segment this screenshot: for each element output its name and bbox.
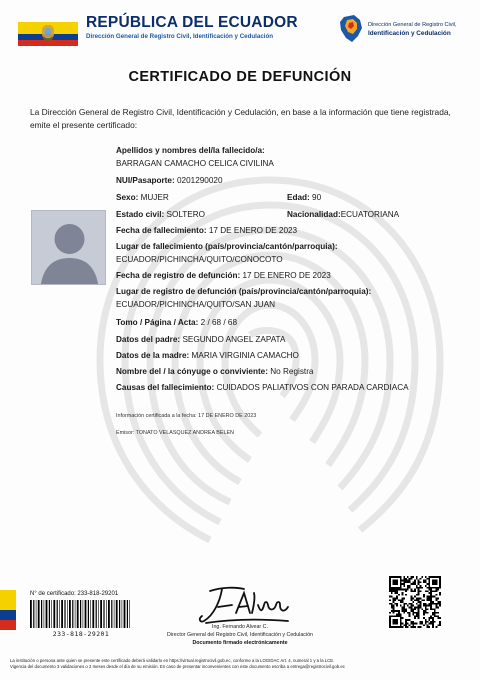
nationality-row: Nacionalidad:ECUATORIANA (287, 210, 400, 219)
signatory-name: Ing. Fernando Alvear C. (212, 624, 268, 630)
intro-paragraph: La Dirección General de Registro Civil, Identificación y Cedulación, en base a la información que tiene registrada, emite el presente certificado: (30, 107, 451, 130)
age-row: Edad: 90 (287, 193, 322, 202)
register-place-label: Lugar de registro de defunción (país/provincia/cantón/parroquia): (116, 287, 372, 296)
sex-row: Sexo: MUJER (116, 193, 169, 202)
spouse-row: Nombre del / la cónyuge o conviviente: No Registra (116, 367, 314, 376)
signature-icon (192, 583, 292, 627)
header (14, 8, 466, 48)
legal-line-2: Vigencia del documento 3 validaciones o 2 meses desde el día de su emisión. En caso de presentar inconvenientes con este documento escriba a entrega@registrocivil.gob.ec (10, 664, 345, 670)
legal-line-1: La institución o persona ante quien se presente este certificado deberá validarlo en https://virtual.registrocivil.gob.ec, conforme a la LOGIDAC Art. 4, numeral 1 y a la LCE. (10, 658, 335, 663)
logo-text-line1: Dirección General de Registro Civil, (368, 22, 457, 28)
name-label: Apellidos y nombres del/la fallecido/a: (116, 146, 265, 155)
signatory-title: Director General del Registro Civil, Identificación y Cedulación (166, 632, 314, 638)
register-place-value: ECUADOR/PICHINCHA/QUITO/SAN JUAN (116, 300, 276, 309)
mother-row: Datos de la madre: MARIA VIRGINIA CAMACHO (116, 351, 299, 360)
certificate-number: N° de certificado: 233-818-29201 (30, 591, 119, 597)
barcode-text: 233-818-29201 (52, 630, 110, 638)
name-value: BARRAGAN CAMACHO CELICA CIVILINA (116, 159, 274, 168)
qr-code[interactable] (389, 576, 441, 628)
ecuador-map-icon (338, 14, 364, 44)
register-date-row: Fecha de registro de defunción: 17 DE ENERO DE 2023 (116, 271, 331, 280)
nui-row: NUI/Pasaporte: 0201290020 (116, 176, 223, 185)
death-date-row: Fecha de fallecimiento: 17 DE ENERO DE 2023 (116, 226, 298, 235)
document-title: CERTIFICADO DE DEFUNCIÓN (128, 69, 352, 85)
logo-text-line2: Identificación y Cedulación (368, 30, 451, 37)
legal-notice (10, 658, 472, 670)
ecuador-flag-icon (18, 22, 78, 46)
deceased-photo-placeholder (31, 210, 106, 285)
electronic-signature-note: Documento firmado electrónicamente (192, 640, 288, 646)
person-silhouette-icon (32, 211, 106, 285)
civil-status-row: Estado civil: SOLTERO (116, 210, 206, 219)
death-place-value: ECUADOR/PICHINCHA/QUITO/CONOCOTO (116, 255, 283, 264)
registro-civil-logo (338, 12, 466, 48)
certified-date: Información certificada a la fecha: 17 DE ENERO DE 2023 (116, 413, 257, 419)
cause-row: Causas del fallecimiento: CUIDADOS PALIATIVOS CON PARADA CARDIACA (116, 383, 409, 392)
death-place-label: Lugar de fallecimiento (país/provincia/cantón/parroquia): (116, 242, 338, 251)
republic-subtitle: Dirección General de Registro Civil, Identificación y Cedulación (86, 33, 274, 40)
father-row: Datos del padre: SEGUNDO ANGEL ZAPATA (116, 335, 286, 344)
republic-title: REPÚBLICA DEL ECUADOR (86, 14, 298, 31)
tomo-row: Tomo / Página / Acta: 2 / 68 / 68 (116, 318, 238, 327)
emisor: Emisor: TONATO VELASQUEZ ANDREA BELEN (116, 430, 234, 436)
